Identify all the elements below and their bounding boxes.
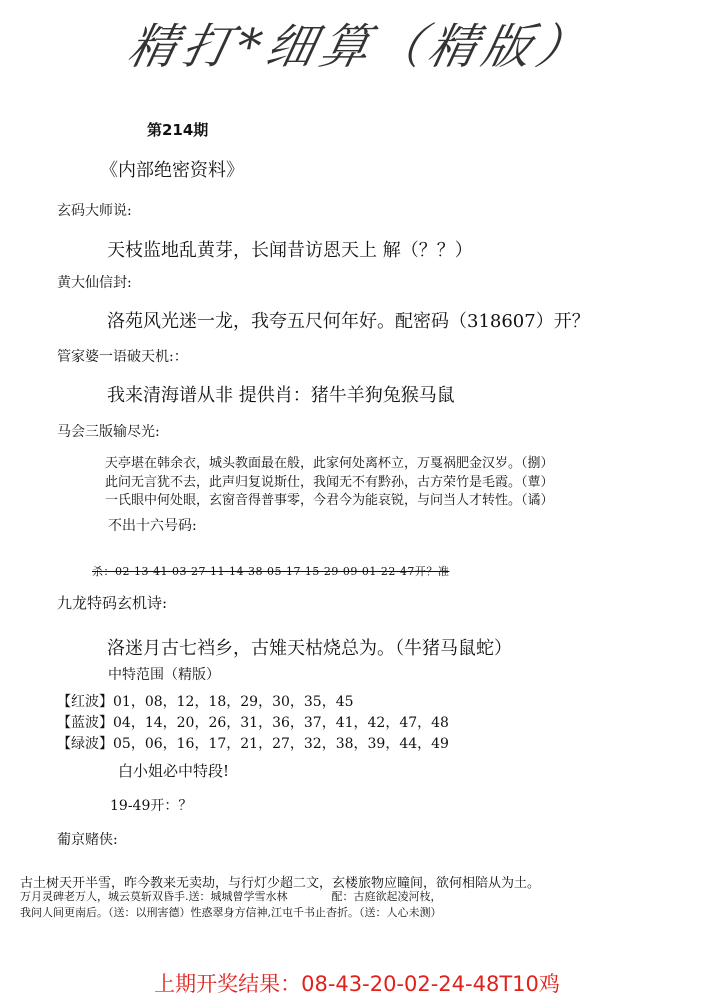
section-label-5: 九龙特码玄机诗: [57,594,168,612]
section-sub-4: 不出十六号码: [108,518,197,534]
last-result: 上期开奖结果：08-43-20-02-24-48T10鸡 [154,972,560,996]
section-text-1: 天枝监地乱黄芽，长闻昔访恩天上 解（？？） [107,240,473,261]
banner-title: 精打*细算（精版） [123,19,598,75]
poem-line-2: 此问无言犹不去，此声归复说斯仕，我闻无不有黔孙，古方荣竹是毛霞。（蕈） [105,475,554,490]
footer-line-3: 我问人间更南后。（送：以刑害德）性惑翠身方信神,江屯千书止杳折。（送：人心未测） [20,906,442,919]
section-range-6: 19-49开：？ [110,798,193,814]
section-label-4: 马会三版输尽光: [57,424,160,440]
issue-number: 第214期 [147,121,209,139]
wave-red-label: 【红波】 [57,694,113,710]
poem-line-1: 天亭堪在韩余衣，城头教面最在般，此家何处离杯立，万戛祸肥金汉岁。（捌） [105,456,554,471]
poem-line-3: 一氏眼中何处眼，玄窗音得普事零，今君今为能哀锐，与问当人才转性。（谲） [105,493,554,508]
wave-green-numbers: 05，06，16，17，21，27，32，38，39，44，49 [113,736,449,752]
kill-numbers: 杀：02 13 41 03 27 11 14 38 05 17 15 29 09 01 22 47开？准 [92,565,450,578]
wave-blue-numbers: 04，14，20，26，31，36，37，41，42，47，48 [113,715,449,731]
range-title: 中特范围（精版） [108,667,220,683]
wave-green-label: 【绿波】 [57,736,113,752]
section-text-2: 洛苑风光迷一龙，我夸五尺何年好。配密码（318607）开？ [107,311,590,332]
wave-red-numbers: 01，08，12，18，29，30，35，45 [113,694,354,710]
doc-heading: 《内部绝密资料》 [100,160,244,181]
footer-line-2: 万月灵碑老万人，城云莫斩双昏手.送：城城曾学雪水林 配：古庭欲起凌河枝， [20,890,442,903]
wave-green [57,733,449,753]
section-text-6: 白小姐必中特段! [118,762,230,780]
footer-line-1: 古土树天开半雪，昨今教来无卖劫，与行灯少超二文，玄楼旅物应瞳间，欲何相陪从为土。 [20,876,541,891]
section-label-3: 管家婆一语破天机:： [57,349,188,365]
wave-blue-label: 【蓝波】 [57,715,113,731]
section-label-1: 玄码大师说: [57,203,132,219]
section-label-2: 黄大仙信封: [57,275,132,291]
wave-red [57,691,354,711]
wave-blue [57,712,449,732]
section-text-5: 洛迷月古七裆乡，古雉天枯烧总为。（牛猪马鼠蛇） [107,638,512,659]
section-label-7: 葡京赌侠: [57,832,118,848]
section-text-3: 我来清海谱从非 提供肖：猪牛羊狗兔猴马鼠 [107,385,455,406]
